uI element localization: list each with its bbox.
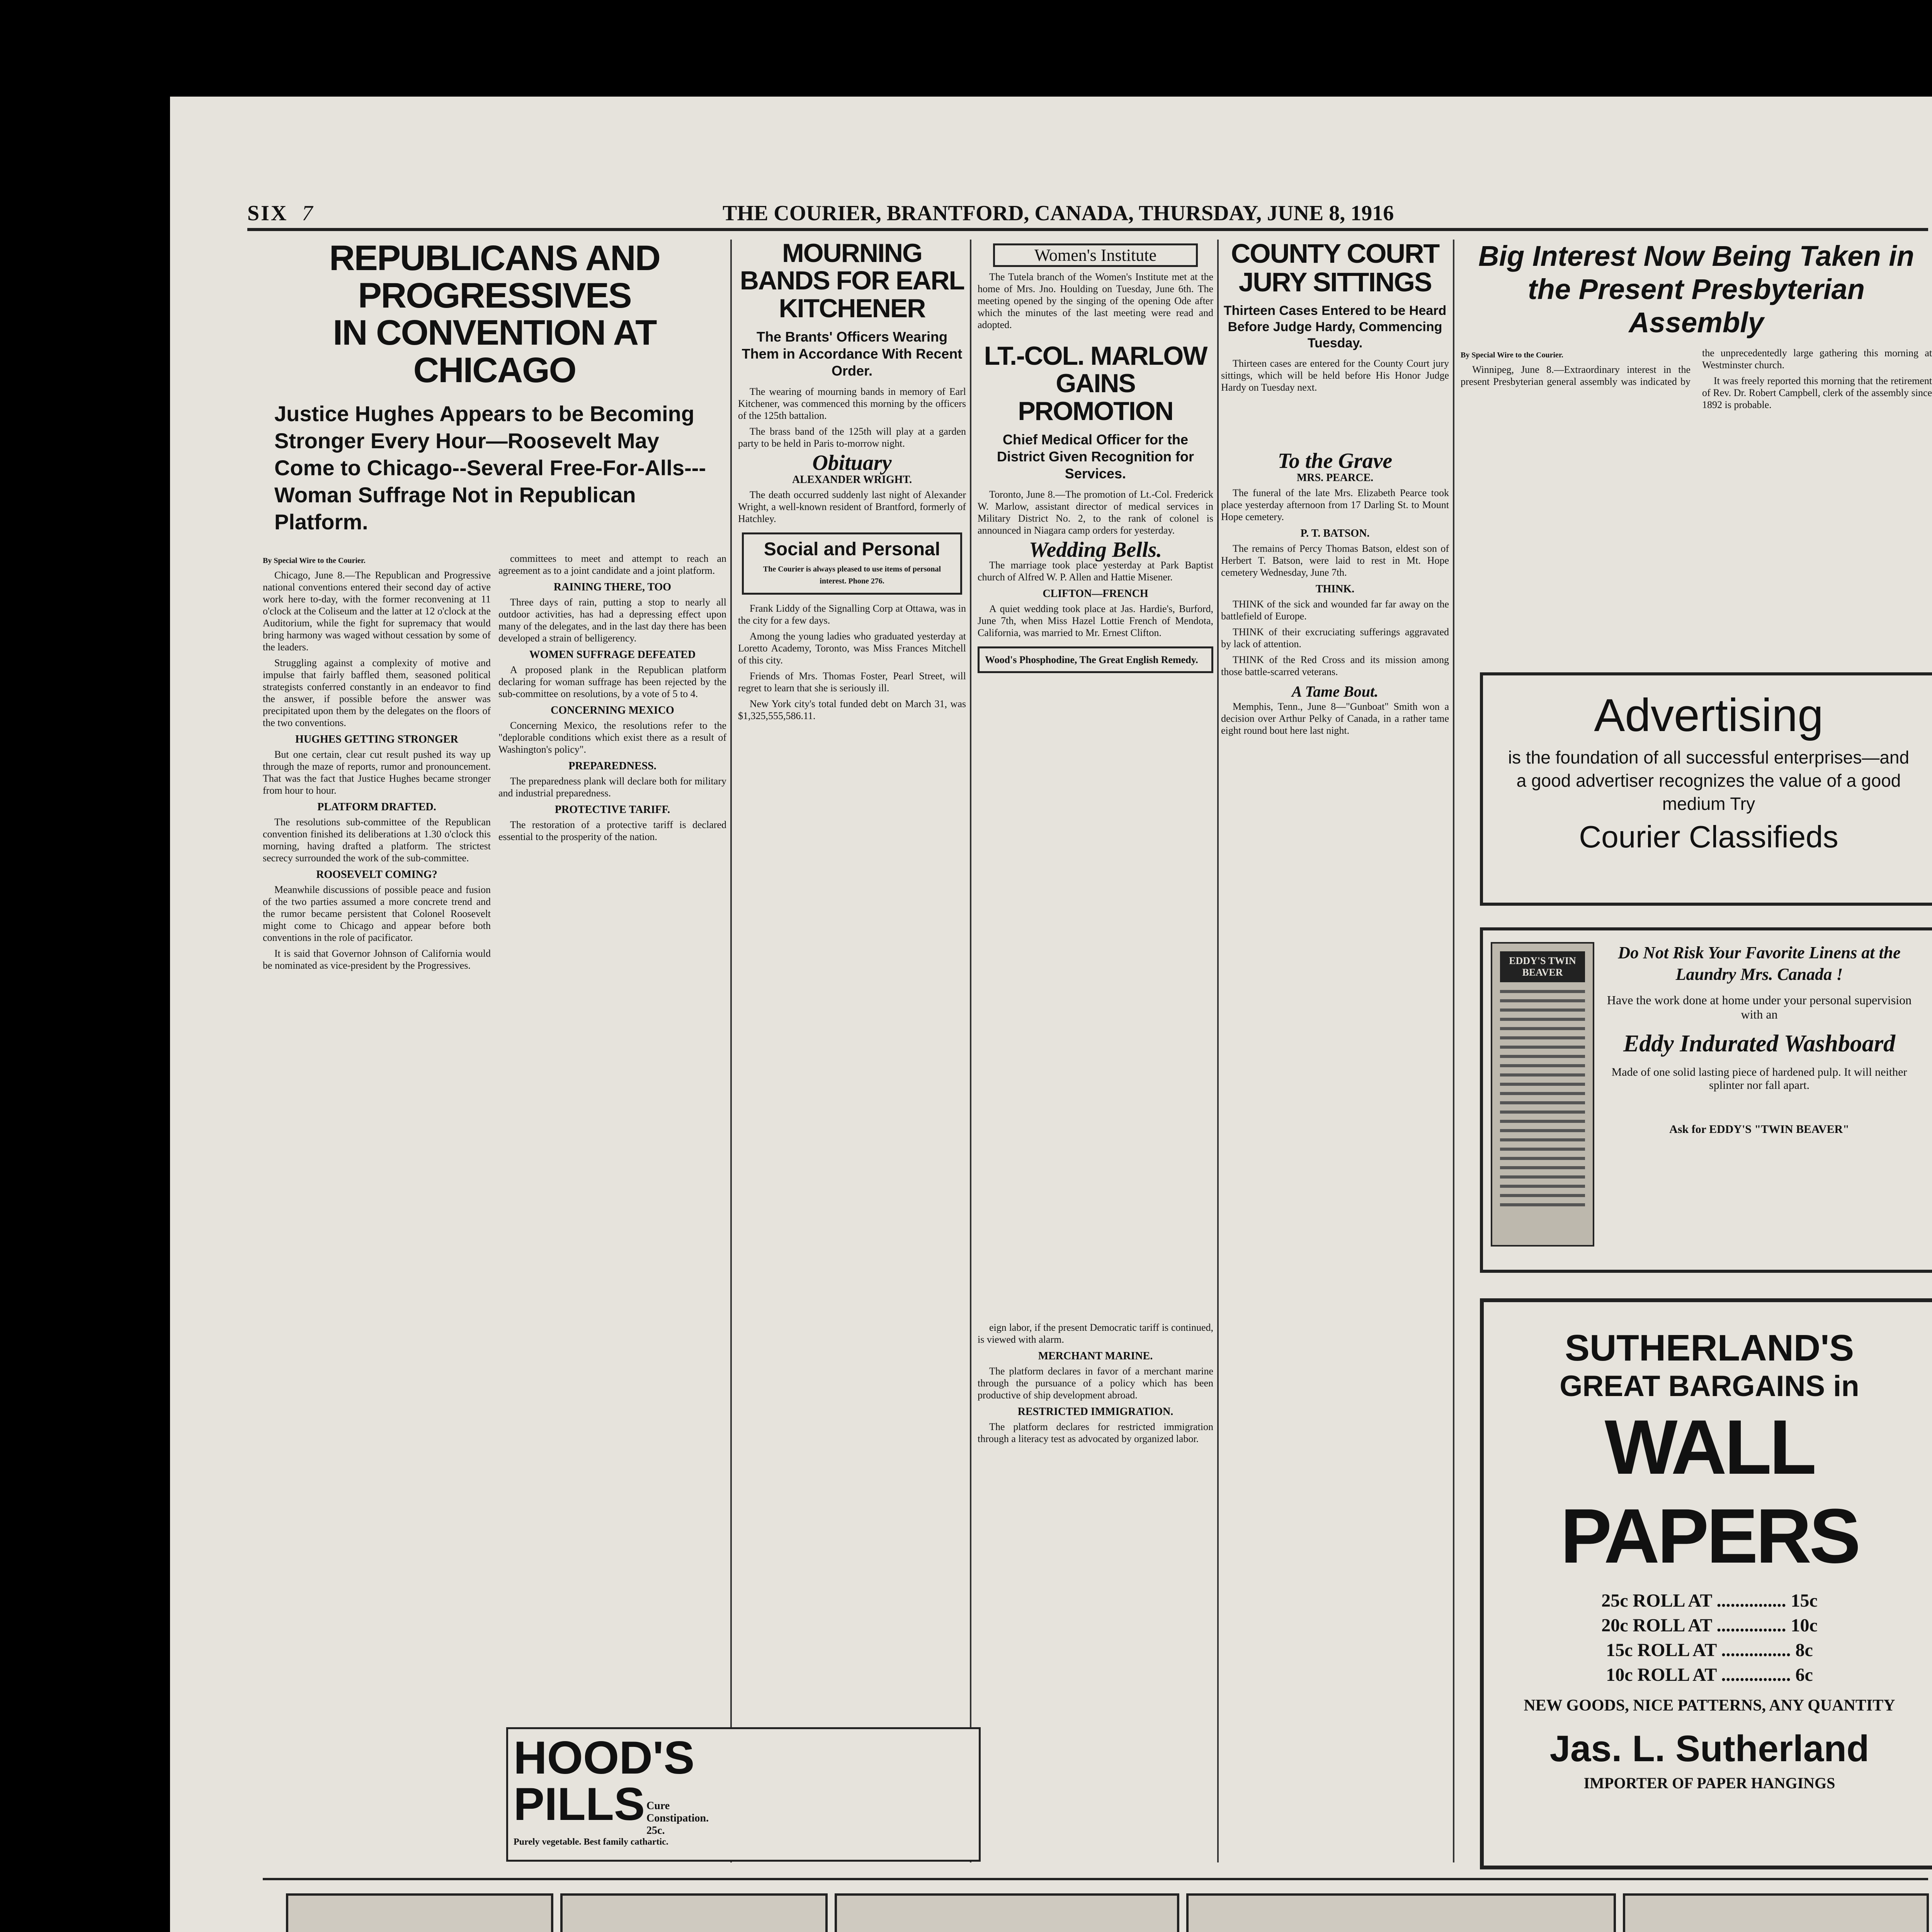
headline: Big Interest Now Being Taken in the Present Presbyterian Assembly xyxy=(1478,240,1914,338)
page-number: SIX 7 xyxy=(247,201,315,225)
paragraph: THINK of the Red Cross and its mission among those battle-scarred veterans. xyxy=(1221,654,1449,677)
paragraph: It was freely reported this morning that the retirement of Rev. Dr. Robert Campbell, clerk of the assembly since 1892 is probable. xyxy=(1702,375,1932,410)
ad-headline: Advertising xyxy=(1594,689,1823,741)
eddy-body: Made of one solid lasting piece of hardened pulp. It will neither splinter nor fall apart. xyxy=(1611,1066,1907,1092)
subhead: PLATFORM DRAFTED. xyxy=(317,801,436,813)
wedding-head: Wedding Bells. xyxy=(1029,538,1162,562)
ad-text: Cure Constipation. 25c. xyxy=(646,1800,709,1837)
headline: REPUBLICANS AND PROGRESSIVES xyxy=(329,238,660,315)
cartoon-in-memoriam xyxy=(835,1893,1179,1932)
paragraph: eign labor, if the present Democratic tariff is continued, is viewed with alarm. xyxy=(978,1322,1213,1345)
ad-body: is the foundation of all successful enterprises—and a good advertiser recognizes the value of a good medium Try xyxy=(1508,747,1910,814)
ad-text: HOOD'S xyxy=(514,1732,695,1784)
price-item: 15c ROLL AT ............... xyxy=(1606,1640,1796,1660)
subhead: P. T. BATSON. xyxy=(1300,527,1370,539)
subhead: ALEXANDER WRIGHT. xyxy=(792,474,912,486)
article-republicans-col1 xyxy=(263,553,491,975)
ad-cta: Courier Classifieds xyxy=(1579,820,1838,854)
paragraph: Among the young ladies who graduated yesterday at Loretto Academy, Toronto, was Miss Frances Mitchell of this city. xyxy=(738,630,966,666)
subhead: RAINING THERE, TOO xyxy=(553,581,672,593)
washboard-icon xyxy=(1491,942,1594,1247)
subhead: CLIFTON—FRENCH xyxy=(1043,588,1148,600)
subhead: THINK. xyxy=(1315,583,1355,595)
column-3 xyxy=(738,240,966,726)
ad-body: NEW GOODS, NICE PATTERNS, ANY QUANTITY xyxy=(1524,1697,1895,1714)
headline: MOURNING BANDS FOR EARL KITCHENER xyxy=(740,238,964,323)
paragraph: Thirteen cases are entered for the County Court jury sittings, which will be held before His Honor Judge Hardy on Tuesday next. xyxy=(1221,358,1449,393)
subhead: PROTECTIVE TARIFF. xyxy=(554,804,670,816)
headline: COUNTY COURT JURY SITTINGS xyxy=(1231,238,1439,297)
sutherland-wallpaper-ad xyxy=(1480,1298,1932,1869)
subhead: ROOSEVELT COMING? xyxy=(316,869,437,881)
paragraph: The restoration of a protective tariff is declared essential to the prosperity of the nation. xyxy=(498,819,726,842)
subhead: WOMEN SUFFRAGE DEFEATED xyxy=(529,649,696,661)
paragraph: The marriage took place yesterday at Park Baptist church of Alfred W. P. Allen and Hattie Misener. xyxy=(978,560,1213,583)
cartoon-diplomatic-burial xyxy=(1623,1893,1929,1932)
ad-tagline: IMPORTER OF PAPER HANGINGS xyxy=(1583,1774,1835,1792)
deck: Justice Hughes Appears to be Becoming Stronger Every Hour—Roosevelt May Come to Chicago--Several Free-For-Alls---Woman Suffrage Not in Republican Platform. xyxy=(274,401,706,534)
paragraph: The platform declares in favor of a merchant marine through the pursuance of a policy which has been productive of ship development abroad. xyxy=(978,1366,1213,1401)
paragraph: THINK of their excruciating sufferings aggravated by lack of attention. xyxy=(1221,626,1449,650)
paragraph: Memphis, Tenn., June 8—"Gunboat" Smith won a decision over Arthur Pelky of Canada, in a rather tame eight round bout here last night. xyxy=(1221,701,1449,736)
paragraph: The platform declares for restricted immigration through a literacy test as advocated by organized labor. xyxy=(978,1421,1213,1444)
paragraph: Toronto, June 8.—The promotion of Lt.-Col. Frederick W. Marlow, assistant director of medical services in Military District No. 2, to the rank of colonel is announced in Niagara camp orders for yesterday. xyxy=(978,489,1213,536)
paragraph: A quiet wedding took place at Jas. Hardie's, Burford, June 7th, when Miss Hazel Lottie French of Mendota, California, was married to Mr. Ernest Clifton. xyxy=(978,603,1213,639)
paragraph: Concerning Mexico, the resolutions refer to the "deplorable conditions which exist there as a result of Washington's policy". xyxy=(498,720,726,755)
price-list xyxy=(1489,1588,1930,1687)
paragraph: It is said that Governor Johnson of California would be nominated as vice-president by the Progressives. xyxy=(263,948,491,971)
washboard-ribs xyxy=(1500,990,1585,1206)
woods-phosphodine-ad: Wood's Phosphodine, The Great English Remedy. xyxy=(978,646,1213,673)
paragraph: Struggling against a complexity of motive and impulse that fairly baffled them, seasoned political strategists conferred constantly in an endeavor to find the answer, if possible before the answer was precipitated upon them by the delegates on the floors of the two conventions. xyxy=(263,657,491,728)
ad-text: PILLS xyxy=(514,1778,645,1830)
paragraph: Winnipeg, June 8.—Extraordinary interest in the present Presbyterian general assembly was indicated by the unprecedentedly large gathering this morning at Westminster church. xyxy=(1461,347,1932,387)
price-row xyxy=(1489,1588,1930,1613)
price-row xyxy=(1489,1613,1930,1638)
price-item: 25c ROLL AT ............... xyxy=(1601,1590,1791,1611)
paragraph: But one certain, clear cut result pushed its way up through the maze of reports, rumor and pronouncement. That was the fact that Justice Hughes became stronger from hour to hour. xyxy=(263,749,491,796)
price-row xyxy=(1489,1638,1930,1663)
masthead-title: THE COURIER, BRANTFORD, CANADA, THURSDAY, JUNE 8, 1916 xyxy=(723,201,1394,225)
price-value: 8c xyxy=(1795,1640,1813,1660)
subhead: CONCERNING MEXICO xyxy=(551,704,674,716)
column-rule xyxy=(1453,240,1454,1862)
subhead: MRS. PEARCE. xyxy=(1296,472,1374,484)
social-head: Social and Personal xyxy=(764,539,940,560)
subhead: HUGHES GETTING STRONGER xyxy=(295,733,458,745)
ad-headline: SUTHERLAND'S xyxy=(1565,1327,1854,1369)
masthead xyxy=(247,201,1928,231)
social-note: The Courier is always pleased to use items of personal interest. Phone 276. xyxy=(763,565,941,585)
price-value: 6c xyxy=(1795,1665,1813,1685)
paragraph: The Tutela branch of the Women's Institute met at the home of Mrs. Jno. Houlding on Tuesday, June 6th. The meeting opened by the singing of the opening Ode after which the minutes of the last meeting were read and adopted. xyxy=(978,271,1213,330)
eddy-body: Have the work done at home under your personal supervision with an xyxy=(1607,993,1912,1021)
obituary-head: Obituary xyxy=(812,451,892,475)
eddy-copy xyxy=(1607,942,1912,1136)
subhead: RESTRICTED IMMIGRATION. xyxy=(1017,1406,1173,1418)
presbyterian-body xyxy=(1461,347,1932,411)
eddy-washboard-ad xyxy=(1480,927,1932,1273)
column-rule xyxy=(1217,240,1219,1862)
cartoon-innocent-lamb xyxy=(286,1893,553,1932)
price-item: 20c ROLL AT ............... xyxy=(1601,1615,1791,1636)
column-6 xyxy=(1221,240,1449,740)
ad-merchant: Jas. L. Sutherland xyxy=(1549,1728,1869,1769)
paragraph: Frank Liddy of the Signalling Corp at Ottawa, was in the city for a few days. xyxy=(738,602,966,626)
paragraph: The preparedness plank will declare both for military and industrial preparedness. xyxy=(498,776,726,799)
ad-text: Purely vegetable. Best family cathartic. xyxy=(514,1837,668,1847)
cartoon-eventually xyxy=(560,1893,828,1932)
eddy-logo: EDDY'S TWIN BEAVER xyxy=(1500,951,1585,982)
cartoon-strip-rule xyxy=(263,1878,1928,1880)
paragraph: The remains of Percy Thomas Batson, eldest son of Herbert T. Batson, were laid to rest in Mt. Hope cemetery Wednesday, June 7th. xyxy=(1221,543,1449,578)
paragraph: The brass band of the 125th will play at a garden party to be held in Paris to-morrow night. xyxy=(738,426,966,449)
headline: LT.-COL. MARLOW GAINS PROMOTION xyxy=(984,341,1207,426)
paragraph: A proposed plank in the Republican platform declaring for woman suffrage has been rejected by the sub-committee on resolutions, by a vote of 5 to 4. xyxy=(498,664,726,699)
wire-credit: By Special Wire to the Courier. xyxy=(1461,351,1563,359)
hoods-pills-ad xyxy=(506,1727,981,1862)
paragraph: THINK of the sick and wounded far far away on the battlefield of Europe. xyxy=(1221,599,1449,622)
price-row xyxy=(1489,1663,1930,1687)
paragraph: The resolutions sub-committee of the Republican convention finished its deliberations at 1.30 o'clock this morning, having drafted a platform. The strictest secrecy surrounded the work of the sub-committee. xyxy=(263,816,491,864)
cartoon-quite-a-party xyxy=(1186,1893,1616,1932)
ad-subhead: GREAT BARGAINS in xyxy=(1560,1370,1859,1403)
column-rule xyxy=(970,240,971,1862)
eddy-product: Eddy Indurated Washboard xyxy=(1623,1031,1895,1057)
paragraph: The funeral of the late Mrs. Elizabeth Pearce took place yesterday afternoon from 17 Darling St. to Mount Hope cemetery. xyxy=(1221,487,1449,522)
paragraph: The death occurred suddenly last night of Alexander Wright, a well-known resident of Brantford, formerly of Hatchley. xyxy=(738,489,966,525)
deck: The Brants' Officers Wearing Them in Accordance With Recent Order. xyxy=(742,329,963,379)
paragraph: New York city's total funded debt on March 31, was $1,325,555,586.11. xyxy=(738,698,966,721)
eddy-headline: Do Not Risk Your Favorite Linens at the Laundry Mrs. Canada ! xyxy=(1618,943,1901,984)
grave-head: To the Grave xyxy=(1277,449,1393,473)
article-presbyterian xyxy=(1461,240,1932,411)
paragraph: Meanwhile discussions of possible peace and fusion of the two parties assumed a more concrete trend and the rumor became persistent that Colonel Roosevelt might come to Chicago and appear before both conventions in the role of pacificator. xyxy=(263,884,491,943)
deck: Chief Medical Officer for the District Given Recognition for Services. xyxy=(997,432,1194,482)
womens-institute-box xyxy=(993,243,1198,267)
price-value: 10c xyxy=(1791,1615,1818,1636)
subhead: MERCHANT MARINE. xyxy=(1038,1350,1153,1362)
paragraph: Friends of Mrs. Thomas Foster, Pearl Street, will regret to learn that she is seriously ill. xyxy=(738,670,966,694)
price-value: 15c xyxy=(1791,1590,1818,1611)
paragraph: Chicago, June 8.—The Republican and Progressive national conventions entered their second day of active work here to-day, with the former reconvening at 11 o'clock at the Coliseum and the latter at 12 o'clock at the Auditorium, while the fight for supremacy that would bring harmony was waged without cessation by some of the leaders. xyxy=(263,570,491,653)
paragraph: The wearing of mourning bands in memory of Earl Kitchener, was commenced this morning by the officers of the 125th battalion. xyxy=(738,386,966,422)
ad-product: WALL PAPERS xyxy=(1560,1404,1859,1579)
price-item: 10c ROLL AT ............... xyxy=(1606,1665,1796,1685)
headline: IN CONVENTION AT CHICAGO xyxy=(333,313,656,390)
paragraph: Three days of rain, putting a stop to nearly all outdoor activities, has had a depressing effect upon many of the delegates, and in the last day there has been developed a strain of belligerency. xyxy=(498,597,726,644)
deck: Thirteen Cases Entered to be Heard Before Judge Hardy, Commencing Tuesday. xyxy=(1223,303,1447,350)
womens-institute-head: Women's Institute xyxy=(1034,246,1156,265)
column-rule xyxy=(730,240,732,1862)
article-republicans xyxy=(263,240,726,547)
paragraph: committees to meet and attempt to reach an agreement as to a joint candidate and a joint platform. xyxy=(498,553,726,576)
courier-classifieds-ad xyxy=(1480,672,1932,906)
column-5 xyxy=(978,240,1213,673)
bout-head: A Tame Bout. xyxy=(1291,683,1379,700)
wire-credit: By Special Wire to the Courier. xyxy=(263,556,366,565)
eddy-cta: Ask for EDDY'S "TWIN BEAVER" xyxy=(1669,1123,1849,1136)
subhead: PREPAREDNESS. xyxy=(568,760,656,772)
article-republicans-col2 xyxy=(498,553,726,847)
social-personal-box xyxy=(742,532,962,594)
column-4-lower xyxy=(978,1321,1213,1449)
